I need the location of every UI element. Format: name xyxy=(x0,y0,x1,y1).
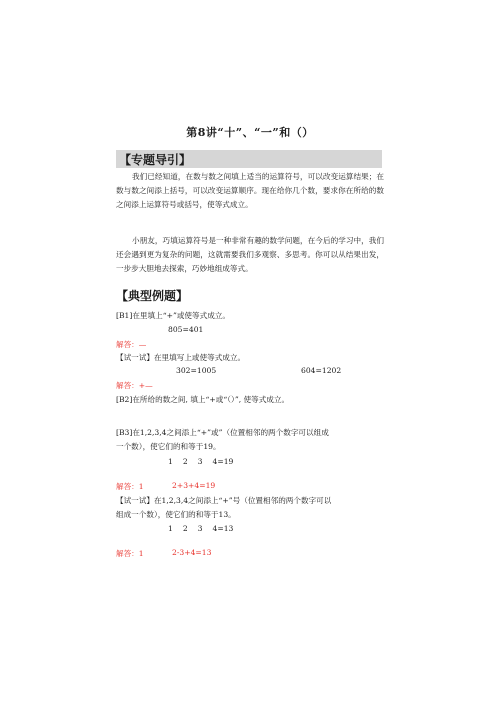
intro-paragraph-2: 小朋友，巧填运算符号是一种非常有趣的数学问题，在今后的学习中，我们还会遇到更为复杂的问题，这就需要我们多观察、多思考。你可以从结果出发，一步步大胆地去探索，巧妙地组成等式。 xyxy=(116,236,384,273)
b1-answer: 解答：— xyxy=(116,340,147,349)
try1-equation-1: 302=1005 xyxy=(176,366,217,375)
section-title-intro: 【专题导引】 xyxy=(119,153,192,167)
intro-paragraph-1: 我们已经知道，在数与数之间填上适当的运算符号，可以改变运算结果；在数与数之间添上括号，可以改变运算顺序。现在给你几个数，要求你在所给的数之间添上运算符号或括号，使等式成立。 xyxy=(116,172,384,209)
try2-answer-label: 解答：1 xyxy=(116,549,144,558)
try1-answer: 解答：+— xyxy=(116,381,153,390)
b3-question-line-2: 一个数），使它们的和等于19。 xyxy=(116,442,221,451)
try2-line-1: 【试一试】在1,2,3,4之间添上“+”号（位置相邻的两个数字可以 xyxy=(116,496,332,505)
b2-question: [B2]在所给的数之间, 填上“+或“（）”, 使等式成立。 xyxy=(116,395,290,404)
b3-answer-label: 解答：1 xyxy=(116,482,144,491)
try1-equation-2: 604=1202 xyxy=(301,366,342,375)
try2-equation: 1 2 3 4=13 xyxy=(168,524,234,533)
b3-question-line-1: [B3]在1,2,3,4之间添上“+”或”（位置相邻的两个数字可以组成 xyxy=(116,428,329,437)
b3-equation: 1 2 3 4=19 xyxy=(168,457,234,466)
try1-prompt: 【试一试】在里填写上或使等式成立。 xyxy=(116,353,246,362)
b1-equation: 805=401 xyxy=(168,325,204,334)
lesson-title: 第8讲“十”、“一”和（） xyxy=(186,126,314,139)
section-header-intro xyxy=(116,150,382,168)
b1-question: [B1]在里填上“+”或使等式成立。 xyxy=(116,311,230,320)
try2-answer-value: 2-3+4=13 xyxy=(172,548,212,557)
b3-answer-value: 2+3+4=19 xyxy=(172,481,216,490)
section-title-examples: 【典型例题】 xyxy=(116,289,189,303)
try2-line-2: 组成一个数），使它们的和等于13。 xyxy=(116,510,236,519)
